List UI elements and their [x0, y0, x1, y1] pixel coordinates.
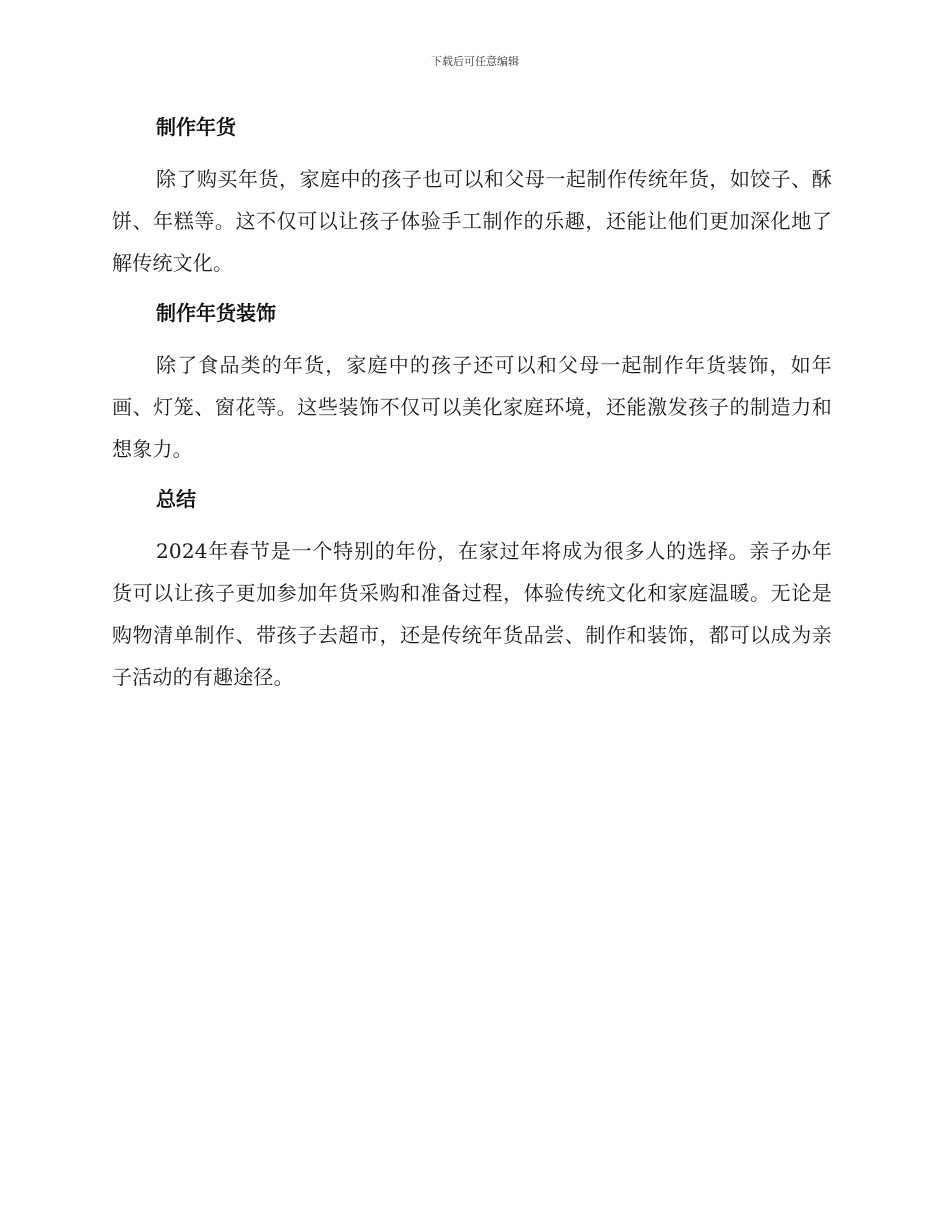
section-title-decorations: 制作年货装饰 [156, 301, 276, 325]
header-note: 下载后可任意编辑 [431, 55, 519, 68]
section-title-making-goods: 制作年货 [156, 115, 236, 139]
section-paragraph-decorations: 除了食品类的年货，家庭中的孩子还可以和父母一起制作年货装饰，如年画、灯笼、窗花等。这些装饰不仅可以美化家庭环境，还能激发孩子的制造力和想象力。 [112, 353, 832, 461]
document-body [112, 110, 832, 710]
section-paragraph-summary: 2024年春节是一个特别的年份，在家过年将成为很多人的选择。亲子办年货可以让孩子更加参加年货采购和准备过程，体验传统文化和家庭温暖。无论是购物清单制作、带孩子去超市，还是传统年货品尝、制作和装饰，都可以成为亲子活动的有趣途径。 [112, 539, 832, 689]
section-title-summary: 总结 [156, 487, 196, 511]
section-paragraph-making-goods: 除了购买年货，家庭中的孩子也可以和父母一起制作传统年货，如饺子、酥饼、年糕等。这不仅可以让孩子体验手工制作的乐趣，还能让他们更加深化地了解传统文化。 [112, 167, 832, 275]
